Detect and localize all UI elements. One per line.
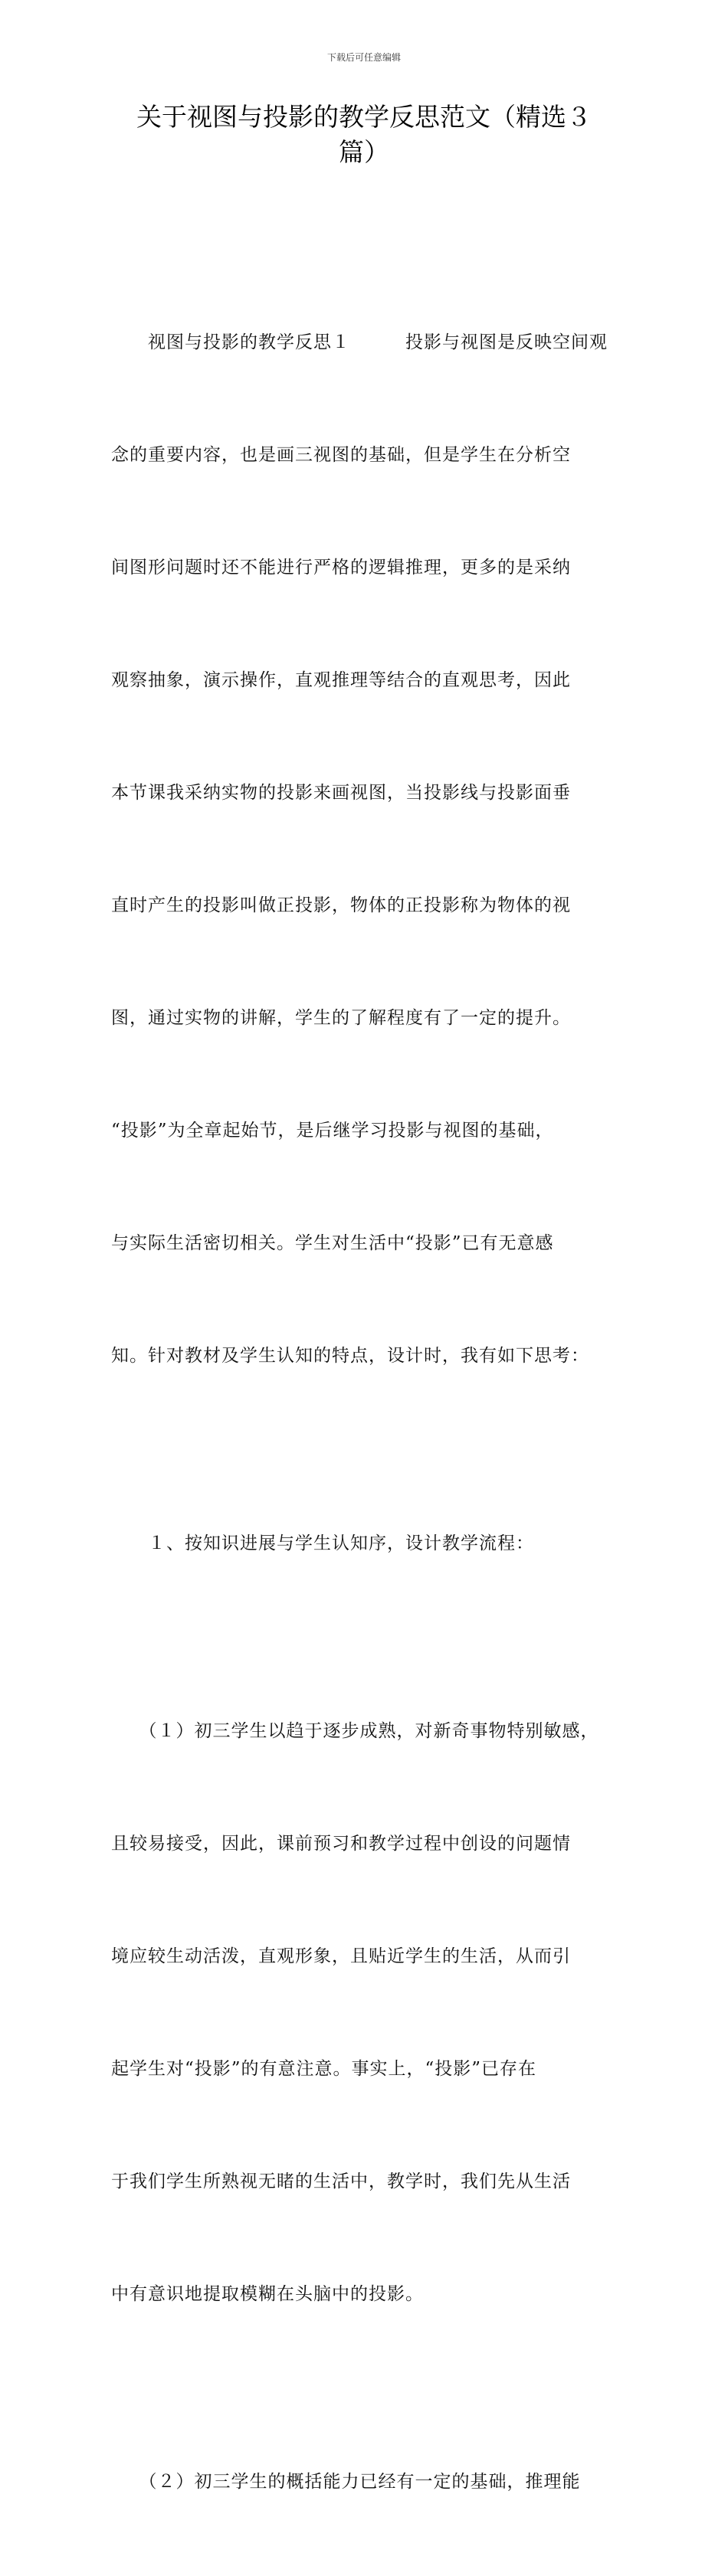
text-line: 视图与投影的教学反思１ 投影与视图是反映空间观 bbox=[111, 332, 608, 352]
text-line: 与实际生活密切相关。学生对生活中“投影”已有无意感 bbox=[111, 1233, 554, 1253]
text-line: “投影”为全章起始节，是后继学习投影与视图的基础， bbox=[111, 1121, 554, 1141]
text-line: 中有意识地提取模糊在头脑中的投影。 bbox=[111, 2284, 424, 2304]
paragraph-2 bbox=[111, 1450, 632, 1638]
text-line: （２）初三学生的概括能力已经有一定的基础，推理能 bbox=[111, 2472, 581, 2492]
document-title bbox=[107, 100, 621, 170]
text-line: 境应较生动活泼，直观形象，且贴近学生的生活，从而引 bbox=[111, 1946, 571, 1966]
text-line: 于我们学生所熟视无睹的生活中，教学时，我们先从生活 bbox=[111, 2172, 571, 2191]
text-line: 知。针对教材及学生认知的特点，设计时，我有如下思考： bbox=[111, 1346, 589, 1366]
title-line-1: 关于视图与投影的教学反思范文（精选３ bbox=[136, 102, 592, 132]
title-line-2: 篇） bbox=[339, 137, 389, 167]
text-line: 本节课我采纳实物的投影来画视图，当投影线与投影面垂 bbox=[111, 783, 571, 803]
header-note: 下载后可任意编辑 bbox=[326, 52, 401, 63]
text-line: 且较易接受，因此，课前预习和教学过程中创设的问题情 bbox=[111, 1834, 571, 1854]
text-line: 观察抽象，演示操作，直观推理等结合的直观思考，因此 bbox=[111, 670, 571, 690]
body-text bbox=[111, 249, 632, 2576]
paragraph-3 bbox=[111, 1638, 632, 2388]
text-line: 起学生对“投影”的有意注意。事实上，“投影”已存在 bbox=[111, 2059, 537, 2079]
paragraph-1 bbox=[111, 249, 632, 1450]
text-line: （１）初三学生以趋于逐步成熟，对新奇事物特别敏感， bbox=[111, 1721, 599, 1741]
text-line: 念的重要内容，也是画三视图的基础，但是学生在分析空 bbox=[111, 445, 571, 465]
paragraph-4 bbox=[111, 2388, 632, 2576]
text-line: 直时产生的投影叫做正投影，物体的正投影称为物体的视 bbox=[111, 895, 571, 915]
text-line: 间图形问题时还不能进行严格的逻辑推理，更多的是采纳 bbox=[111, 558, 571, 578]
text-line: １、按知识进展与学生认知序，设计教学流程： bbox=[111, 1533, 534, 1553]
text-line: 图，通过实物的讲解，学生的了解程度有了一定的提升。 bbox=[111, 1008, 571, 1028]
